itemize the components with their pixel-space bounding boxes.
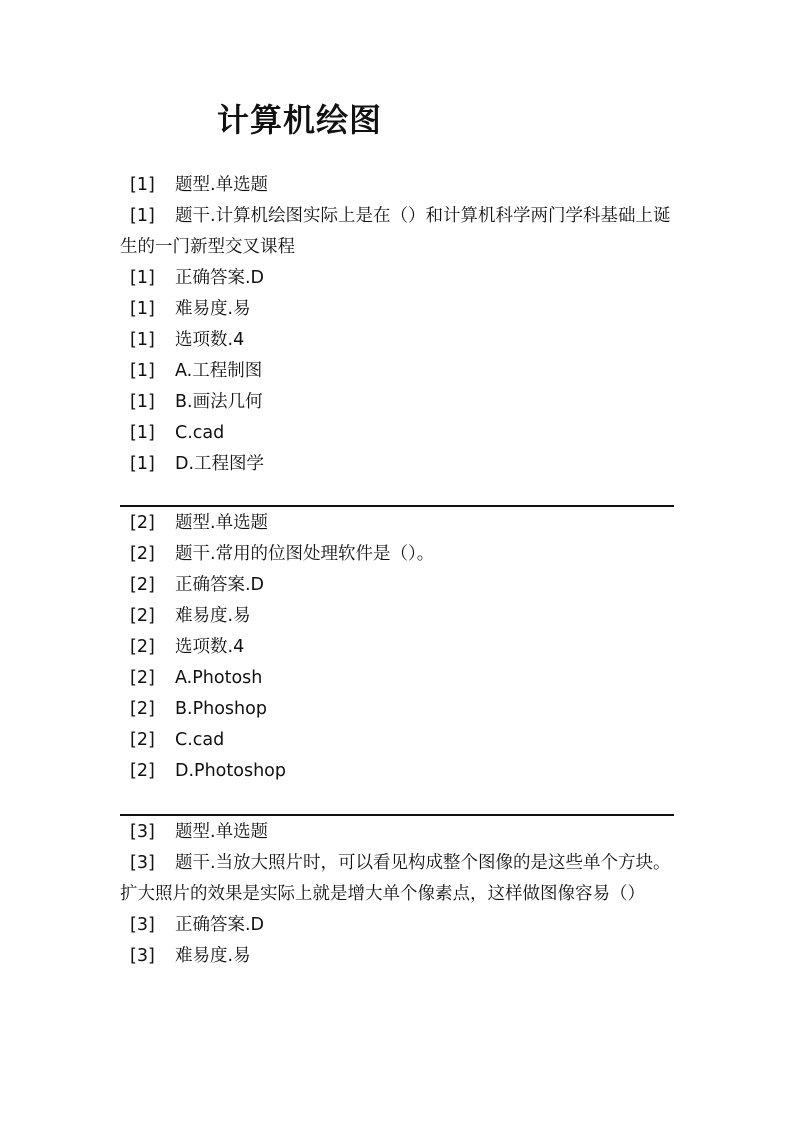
correct-answer: 正确答案.D xyxy=(175,575,265,595)
question-block-3 xyxy=(120,817,674,972)
question-block-1 xyxy=(120,170,674,480)
difficulty-line xyxy=(120,601,674,632)
option-a-line xyxy=(120,663,674,694)
question-block-2 xyxy=(120,508,674,787)
option-c-line xyxy=(120,725,674,756)
option-c-line xyxy=(120,418,674,449)
question-number: [1] xyxy=(130,392,155,412)
option-d: D.工程图学 xyxy=(175,454,265,474)
question-type-line xyxy=(120,508,674,539)
section-divider xyxy=(120,814,674,816)
question-number: [2] xyxy=(130,668,155,688)
question-type: 题型.单选题 xyxy=(175,513,269,533)
question-number: [1] xyxy=(130,454,155,474)
question-number: [3] xyxy=(130,822,155,842)
question-number: [2] xyxy=(130,761,155,781)
question-number: [2] xyxy=(130,730,155,750)
option-c: C.cad xyxy=(175,423,225,443)
correct-answer: 正确答案.D xyxy=(175,915,265,935)
option-d-line xyxy=(120,756,674,787)
difficulty-line xyxy=(120,941,674,972)
question-number: [2] xyxy=(130,606,155,626)
option-a: A.工程制图 xyxy=(175,361,263,381)
question-stem: 题干.计算机绘图实际上是在（）和计算机科学两门学科基础上诞生的一门新型交叉课程 xyxy=(120,206,671,257)
question-type: 题型.单选题 xyxy=(175,822,269,842)
question-stem: 题干.当放大照片时，可以看见构成整个图像的是这些单个方块。扩大照片的效果是实际上就是增大单个像素点，这样做图像容易（） xyxy=(120,853,671,904)
question-number: [1] xyxy=(130,175,155,195)
answer-line xyxy=(120,263,674,294)
option-a: A.Photosh xyxy=(175,668,263,688)
question-type-line xyxy=(120,817,674,848)
question-number: [1] xyxy=(130,330,155,350)
difficulty-line xyxy=(120,294,674,325)
option-count-line xyxy=(120,325,674,356)
question-type-line xyxy=(120,170,674,201)
difficulty: 难易度.易 xyxy=(175,606,251,626)
question-type: 题型.单选题 xyxy=(175,175,269,195)
question-number: [3] xyxy=(130,853,155,873)
option-count: 选项数.4 xyxy=(175,330,245,350)
question-number: [3] xyxy=(130,915,155,935)
question-number: [1] xyxy=(130,361,155,381)
option-count: 选项数.4 xyxy=(175,637,245,657)
question-number: [2] xyxy=(130,575,155,595)
answer-line xyxy=(120,910,674,941)
question-number: [2] xyxy=(130,544,155,564)
answer-line xyxy=(120,570,674,601)
question-number: [2] xyxy=(130,513,155,533)
question-number: [1] xyxy=(130,268,155,288)
question-number: [2] xyxy=(130,637,155,657)
correct-answer: 正确答案.D xyxy=(175,268,265,288)
option-b-line xyxy=(120,694,674,725)
question-number: [3] xyxy=(130,946,155,966)
question-stem-line xyxy=(120,539,674,570)
question-number: [1] xyxy=(130,423,155,443)
difficulty: 难易度.易 xyxy=(175,299,251,319)
section-divider xyxy=(120,505,674,507)
option-count-line xyxy=(120,632,674,663)
option-b: B.画法几何 xyxy=(175,392,263,412)
option-a-line xyxy=(120,356,674,387)
option-c: C.cad xyxy=(175,730,225,750)
option-d-line xyxy=(120,449,674,480)
question-stem-line xyxy=(120,848,674,910)
option-d: D.Photoshop xyxy=(175,761,286,781)
question-number: [1] xyxy=(130,299,155,319)
question-number: [1] xyxy=(130,206,155,226)
page-title: 计算机绘图 xyxy=(217,101,383,139)
option-b: B.Phoshop xyxy=(175,699,267,719)
question-stem-line xyxy=(120,201,674,263)
difficulty: 难易度.易 xyxy=(175,946,251,966)
question-number: [2] xyxy=(130,699,155,719)
question-stem: 题干.常用的位图处理软件是（）。 xyxy=(175,544,435,564)
option-b-line xyxy=(120,387,674,418)
